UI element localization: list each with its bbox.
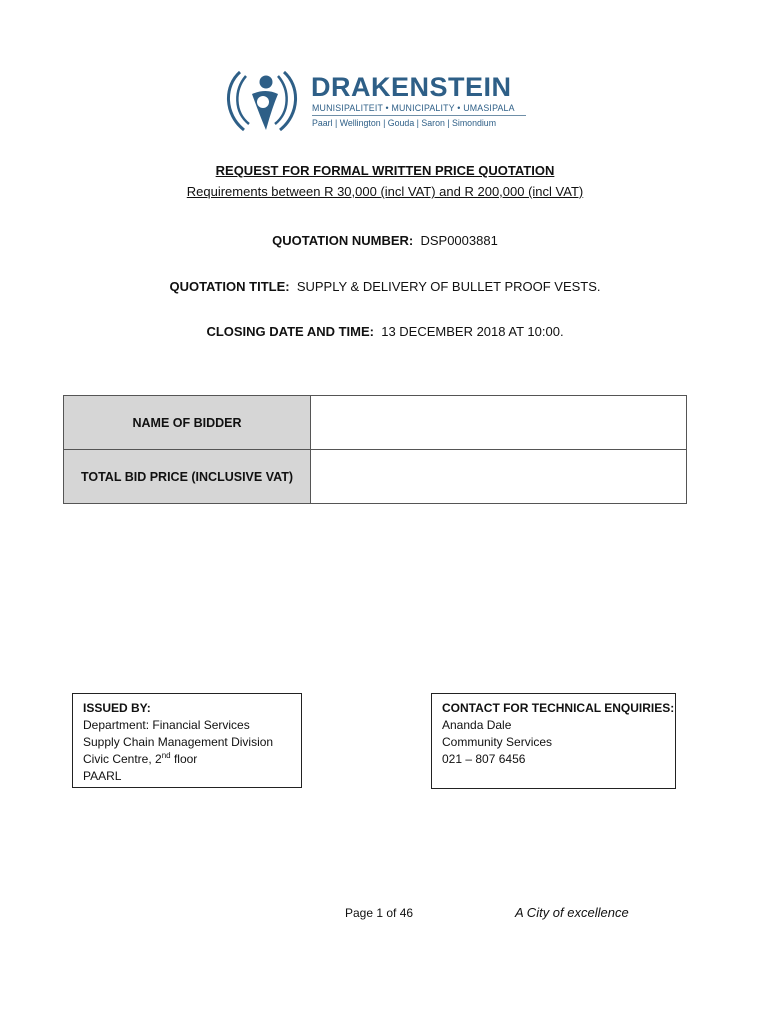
municipality-emblem-icon [222,64,302,136]
logo-subtitle: MUNISIPALITEIT • MUNICIPALITY • UMASIPALA [312,103,515,113]
contact-department: Community Services [442,735,553,749]
issued-by-city: PAARL [83,769,122,783]
total-bid-price-label: TOTAL BID PRICE (INCLUSIVE VAT) [64,450,311,504]
closing-date-label: CLOSING DATE AND TIME: [206,324,374,339]
quotation-title-value: SUPPLY & DELIVERY OF BULLET PROOF VESTS. [296,279,601,294]
logo-towns: Paarl | Wellington | Gouda | Saron | Simondium [312,118,497,128]
quotation-number-label: QUOTATION NUMBER: [272,233,414,248]
bidder-name-label: NAME OF BIDDER [64,396,311,450]
quotation-number-value: DSP0003881 [420,233,498,248]
quotation-title-line [0,279,770,294]
total-bid-price-field[interactable] [311,450,687,504]
issued-by-address-ordinal: nd [161,751,171,760]
contact-heading: CONTACT FOR TECHNICAL ENQUIRIES: [442,701,675,715]
closing-date-value: 13 DECEMBER 2018 AT 10:00. [381,324,564,339]
page-number: Page 1 of 46 [345,906,414,920]
issued-by-department: Department: Financial Services [83,718,250,732]
bidder-table [63,395,687,504]
closing-date-line [0,324,770,339]
bidder-name-field[interactable] [311,396,687,450]
issued-by-address-prefix: Civic Centre, 2 [83,752,162,766]
technical-contact-box [431,693,676,789]
issued-by-box [72,693,302,788]
document-title: REQUEST FOR FORMAL WRITTEN PRICE QUOTATION [215,163,555,178]
quotation-number-line [0,233,770,248]
issued-by-address [83,751,291,768]
table-row [64,450,687,504]
logo-wordmark: DRAKENSTEIN [311,72,512,102]
issued-by-division: Supply Chain Management Division [83,735,274,749]
document-subtitle: Requirements between R 30,000 (incl VAT) and R 200,000 (incl VAT) [186,184,584,199]
contact-phone: 021 – 807 6456 [442,752,526,766]
contact-name: Ananda Dale [442,718,512,732]
table-row [64,396,687,450]
logo-divider [312,115,526,116]
issued-by-address-suffix: floor [170,752,198,766]
footer-motto: A City of excellence [515,905,629,920]
municipality-logo [222,64,532,136]
issued-by-heading: ISSUED BY: [83,701,151,715]
quotation-title-label: QUOTATION TITLE: [169,279,290,294]
